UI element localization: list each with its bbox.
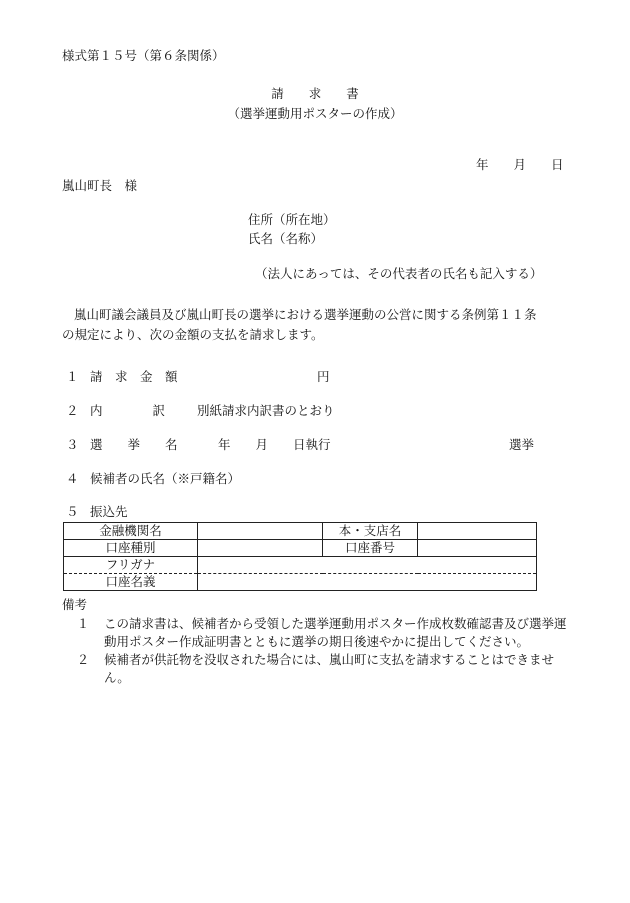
remarks-heading: 備考: [62, 597, 88, 612]
form-title: 請 求 書: [271, 86, 359, 101]
item2-label: 内 訳: [90, 403, 166, 418]
furigana-field[interactable]: [198, 557, 537, 574]
bank-transfer-table: [63, 522, 537, 591]
table-row: [64, 574, 537, 591]
note2-text: 候補者が供託物を没収された場合には、嵐山町に支払を請求することはできません。: [104, 652, 555, 685]
form-subtitle: （選挙運動用ポスターの作成）: [227, 106, 403, 121]
table-row: [64, 523, 537, 540]
date-line: 年 月 日: [476, 157, 564, 172]
account-number-label: 口座番号: [323, 540, 418, 557]
account-type-field[interactable]: [198, 540, 323, 557]
list-item: [62, 615, 572, 651]
bank-name-label: 金融機関名: [64, 523, 198, 540]
corporate-note: （法人にあっては、その代表者の氏名も記入する）: [255, 266, 543, 281]
item4-number: ４: [66, 471, 79, 486]
addressee: 嵐山町長 様: [62, 178, 138, 193]
item2-number: ２: [66, 403, 79, 418]
item4-label: 候補者の氏名（※戸籍名）: [90, 471, 241, 486]
bank-name-field[interactable]: [198, 523, 323, 540]
furigana-label: フリガナ: [64, 557, 198, 574]
item5-label: 振込先: [90, 504, 128, 519]
item3-date: 年 月 日執行: [218, 437, 331, 452]
account-type-label: 口座種別: [64, 540, 198, 557]
body-line-1: 嵐山町議会議員及び嵐山町長の選挙における選挙運動の公営に関する条例第１１条: [74, 307, 537, 322]
table-row: [64, 540, 537, 557]
branch-name-label: 本・支店名: [323, 523, 418, 540]
address-label: 住所（所在地）: [248, 212, 336, 227]
table-row: [64, 557, 537, 574]
item3-number: ３: [66, 437, 79, 452]
item2-value: 別紙請求内訳書のとおり: [197, 403, 335, 418]
remarks-list: [62, 615, 572, 687]
item1-unit: 円: [317, 369, 330, 384]
item1-number: １: [66, 369, 79, 384]
item3-suffix: 選挙: [509, 437, 535, 452]
form-number: 様式第１５号（第６条関係）: [62, 48, 225, 63]
branch-name-field[interactable]: [418, 523, 537, 540]
item1-label: 請 求 金 額: [90, 369, 178, 384]
account-holder-label: 口座名義: [64, 574, 198, 591]
note1-text: この請求書は、候補者から受領した選挙運動用ポスター作成枚数確認書及び選挙運動用ポスター作成証明書とともに選挙の期日後速やかに提出してください。: [104, 616, 567, 649]
item5-number: ５: [66, 504, 79, 519]
item3-label: 選 挙 名: [90, 437, 178, 452]
body-line-2: の規定により、次の金額の支払を請求します。: [62, 327, 324, 342]
name-label: 氏名（名称）: [248, 231, 324, 246]
list-item: [62, 651, 572, 687]
account-number-field[interactable]: [418, 540, 537, 557]
account-holder-field[interactable]: [198, 574, 537, 591]
note2-number: ２: [76, 652, 90, 667]
note1-number: １: [76, 616, 90, 631]
